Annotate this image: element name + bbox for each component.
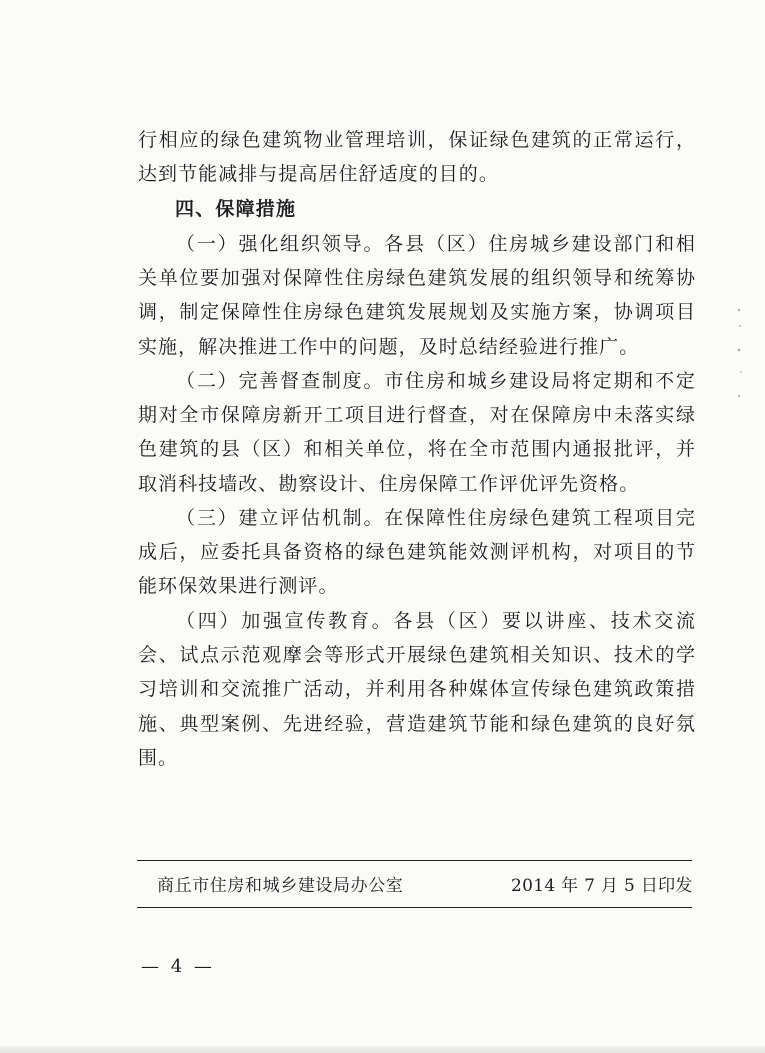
scan-bottom-edge [0, 1046, 765, 1053]
page-number: — 4 — [141, 956, 215, 977]
binding-marks [733, 300, 753, 440]
paragraph-organization: （一）强化组织领导。各县（区）住房城乡建设部门和相关单位要加强对保障性住房绿色建筑发展的组织领导和统筹协调，制定保障性住房绿色建筑发展规划及实施方案，协调项目实施，解决推进工作中的问题，及时总结经验进行推广。 [138, 233, 696, 358]
paragraph-supervision: （二）完善督查制度。市住房和城乡建设局将定期和不定期对全市保障房新开工项目进行督查，对在保障房中未落实绿色建筑的县（区）和相关单位，将在全市范围内通报批评，并取消科技墙改、勘察设计、住房保障工作评优评先资格。 [138, 370, 696, 495]
footer-bottom-rule [137, 907, 692, 908]
footer-issuer: 商丘市住房和城乡建设局办公室 [157, 876, 404, 896]
footer-top-rule [137, 860, 692, 861]
continuation-paragraph: 行相应的绿色建筑物业管理培训，保证绿色建筑的正常运行，达到节能减排与提高居住舒适度的目的。 [138, 129, 696, 186]
footer-issue-date: 2014 年 7 月 5 日印发 [511, 876, 693, 896]
paragraph-publicity: （四）加强宣传教育。各县（区）要以讲座、技术交流会、试点示范观摩会等形式开展绿色建筑相关知识、技术的学习培训和交流推广活动，并利用各种媒体宣传绿色建筑政策措施、典型案例、先进经验，营造建筑节能和绿色建筑的良好氛围。 [138, 610, 696, 769]
paragraph-evaluation: （三）建立评估机制。在保障性住房绿色建筑工程项目完成后，应委托具备资格的绿色建筑能效测评机构，对项目的节能环保效果进行测评。 [138, 507, 696, 598]
section-heading: 四、保障措施 [175, 198, 297, 220]
